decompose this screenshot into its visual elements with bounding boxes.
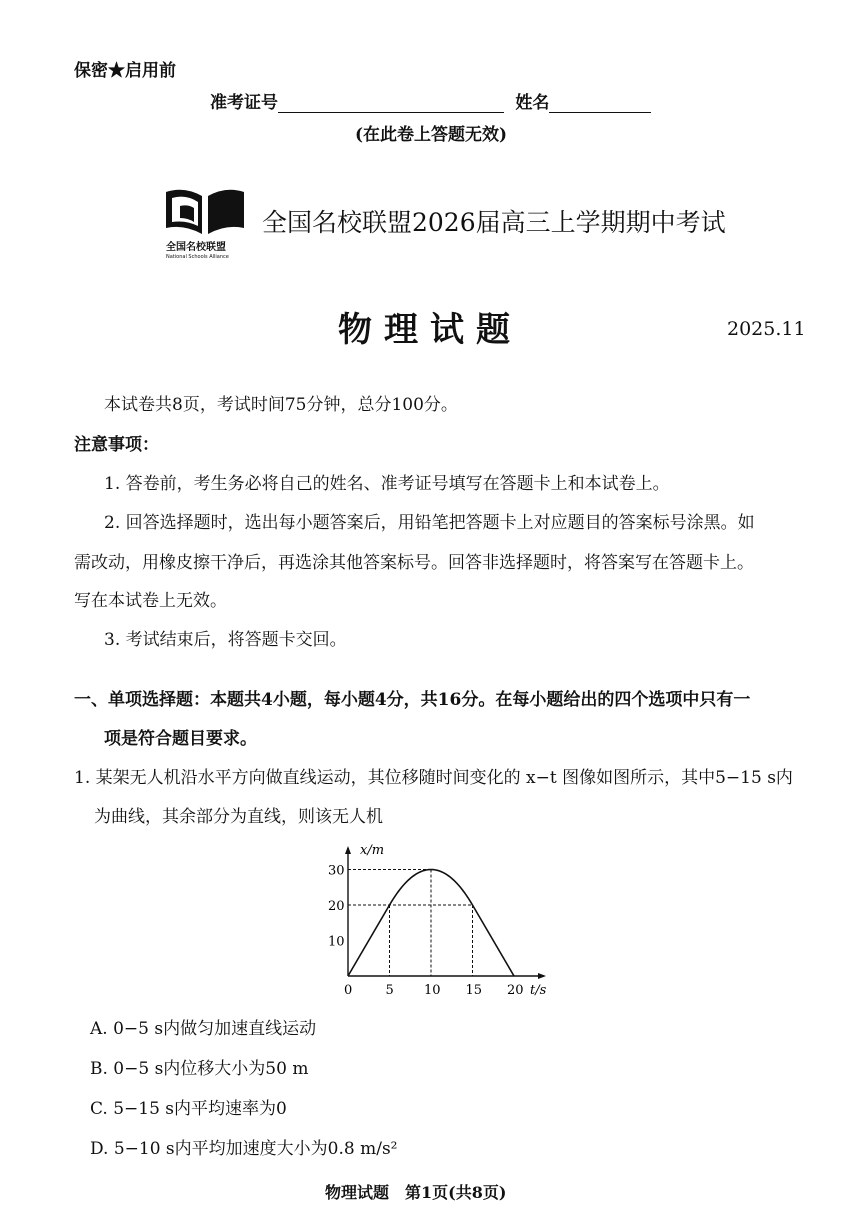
exam-date: 2025.11 — [727, 318, 806, 340]
intro-text: 本试卷共8页，考试时间75分钟，总分100分。 — [104, 395, 458, 415]
name-blank[interactable] — [549, 94, 651, 113]
y-axis-arrow — [345, 846, 351, 854]
x-tick-label: 0 — [344, 983, 353, 998]
notice-item-3: 3. 考试结束后，将答题卡交回。 — [104, 630, 347, 650]
exam-id-blank[interactable] — [278, 94, 504, 113]
subject-title: 物理试题 — [338, 310, 522, 350]
question1-stem-line1: 1. 某架无人机沿水平方向做直线运动，其位移随时间变化的 x−t 图像如图所示，其中5−15 s内 — [74, 768, 793, 788]
y-tick-label: 10 — [328, 934, 345, 950]
notice-heading: 注意事项： — [74, 435, 159, 455]
logo-text-cn: 全国名校联盟 — [166, 242, 226, 253]
exam-name: 全国名校联盟2026届高三上学期期中考试 — [262, 208, 726, 237]
name-label: 姓名 — [515, 93, 550, 113]
section1-heading-line1: 一、单项选择题：本题共4小题，每小题4分，共16分。在每小题给出的四个选项中只有一 — [74, 690, 751, 710]
notice-item-1: 1. 答卷前，考生务必将自己的姓名、准考证号填写在答题卡上和本试卷上。 — [104, 474, 670, 494]
notice-item-2-line1: 2. 回答选择题时，选出每小题答案后，用铅笔把答题卡上对应题目的答案标号涂黑。如 — [104, 513, 755, 533]
candidate-info-row — [210, 88, 651, 113]
page-footer: 物理试题 第1页(共8页) — [325, 1183, 507, 1202]
section1-heading-line2: 项是符合题目要求。 — [104, 729, 257, 749]
option-a: A. 0−5 s内做匀加速直线运动 — [90, 1019, 317, 1039]
exam-id-label: 准考证号 — [210, 93, 278, 113]
x-tick-label: 5 — [385, 983, 394, 998]
x-axis-arrow — [538, 973, 546, 979]
option-b: B. 0−5 s内位移大小为50 m — [90, 1059, 309, 1079]
notice-item-2-line2: 需改动，用橡皮擦干净后，再选涂其他答案标号。回答非选择题时，将答案写在答题卡上。 — [74, 553, 754, 573]
question1-stem-line2: 为曲线，其余部分为直线，则该无人机 — [94, 807, 383, 827]
y-tick-label: 30 — [328, 863, 345, 879]
option-d: D. 5−10 s内平均加速度大小为0.8 m/s² — [90, 1139, 398, 1159]
x-tick-label: 20 — [507, 983, 524, 998]
notice-item-2-line3: 写在本试卷上无效。 — [74, 591, 227, 611]
confidential-label: 保密★启用前 — [74, 61, 176, 81]
y-tick-label: 20 — [328, 899, 345, 914]
option-c: C. 5−15 s内平均速率为0 — [90, 1099, 287, 1119]
x-tick-label: 10 — [424, 983, 441, 998]
alliance-logo — [160, 178, 250, 268]
x-tick-label: 15 — [465, 983, 483, 998]
y-axis-label: x/m — [360, 843, 385, 858]
xt-graph — [318, 838, 554, 998]
logo-text-en: National Schools Alliance — [166, 254, 229, 260]
x-axis-label: t/s — [530, 983, 547, 998]
invalid-note: (在此卷上答题无效) — [355, 125, 508, 145]
